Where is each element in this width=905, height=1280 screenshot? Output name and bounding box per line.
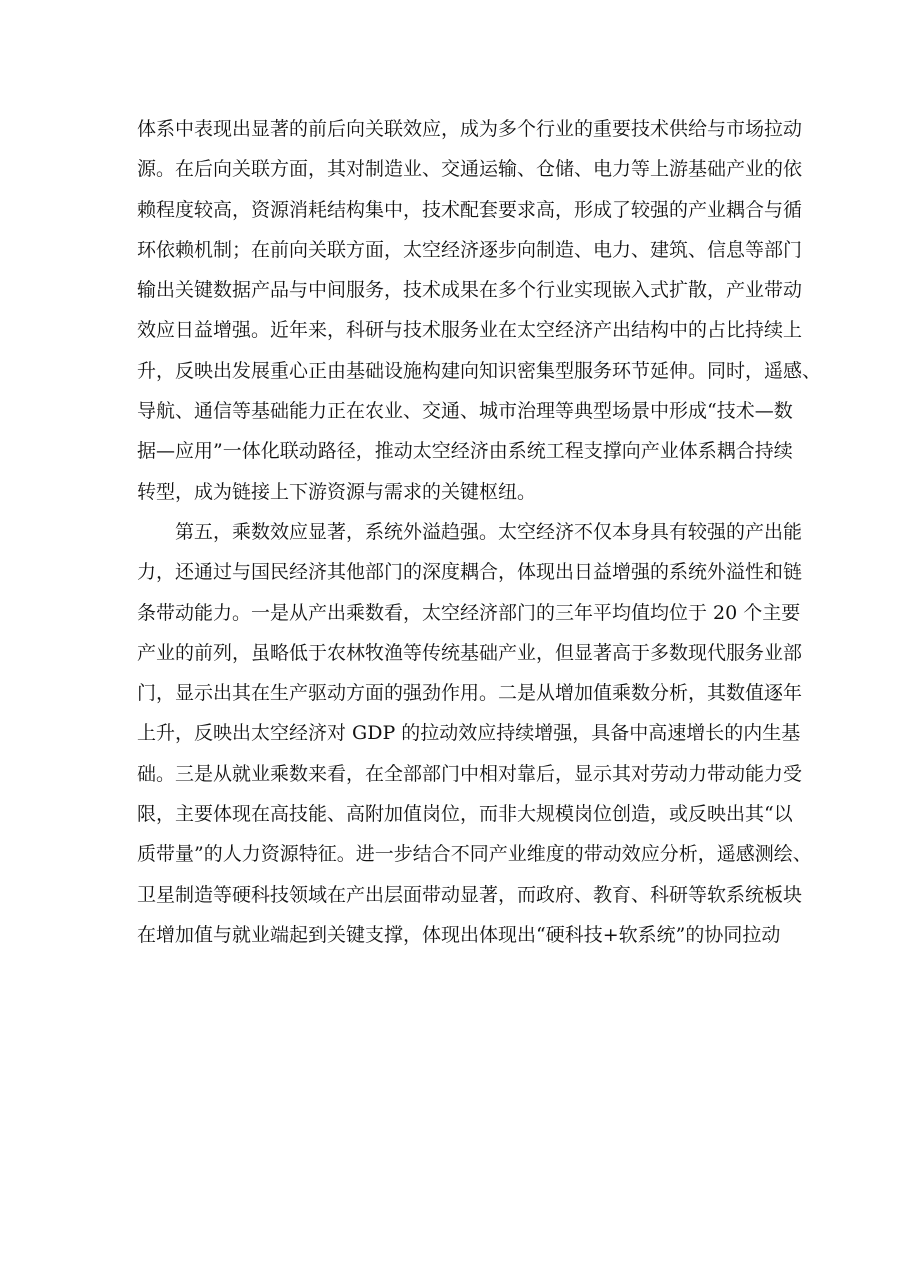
- paragraph-line: 赖程度较高，资源消耗结构集中，技术配套要求高，形成了较强的产业耦合与循: [137, 198, 803, 221]
- paragraph-line: 在增加值与就业端起到关键支撑，体现出体现出“硬科技+软系统”的协同拉动: [137, 923, 781, 946]
- paragraph-line: 转型，成为链接上下游资源与需求的关键枢纽。: [137, 480, 537, 503]
- paragraph-line: 卫星制造等硬科技领域在产出层面带动显著，而政府、教育、科研等软系统板块: [137, 883, 803, 906]
- paragraph-line: 体系中表现出显著的前后向关联效应，成为多个行业的重要技术供给与市场拉动: [137, 118, 803, 140]
- paragraph-line: 础。三是从就业乘数来看，在全部部门中相对靠后，显示其对劳动力带动能力受: [137, 762, 803, 785]
- paragraph-line: 产业的前列，虽略低于农林牧渔等传统基础产业，但显著高于多数现代服务业部: [137, 641, 803, 664]
- paragraph-line: 力，还通过与国民经济其他部门的深度耦合，体现出日益增强的系统外溢性和链: [137, 561, 803, 584]
- paragraph-line: 效应日益增强。近年来，科研与技术服务业在太空经济产出结构中的占比持续上: [137, 319, 803, 342]
- paragraph-line: 限，主要体现在高技能、高附加值岗位，而非大规模岗位创造，或反映出其“以: [137, 803, 793, 826]
- paragraph-line: 第五，乘数效应显著，系统外溢趋强。太空经济不仅本身具有较强的产出能: [175, 520, 803, 543]
- paragraph-2: [137, 512, 812, 955]
- paragraph-line: 门，显示出其在生产驱动方面的强劲作用。二是从增加值乘数分析，其数值逐年: [137, 682, 803, 705]
- body-text: [137, 109, 822, 955]
- paragraph-line: 输出关键数据产品与中间服务，技术成果在多个行业实现嵌入式扩散，产业带动: [137, 279, 803, 302]
- paragraph-line: 条带动能力。一是从产出乘数看，太空经济部门的三年平均值均位于 20 个主要: [137, 601, 801, 624]
- paragraph-line: 上升，反映出太空经济对 GDP 的拉动效应持续增强，具备中高速增长的内生基: [137, 722, 801, 745]
- paragraph-line: 据—应用”一体化联动路径，推动太空经济由系统工程支撑向产业体系耦合持续: [137, 440, 793, 463]
- paragraph-line: 升，反映出发展重心正由基础设施构建向知识密集型服务环节延伸。同时，遥感、: [137, 359, 822, 382]
- paragraph-line: 导航、通信等基础能力正在农业、交通、城市治理等典型场景中形成“技术—数: [137, 400, 793, 423]
- paragraph-line: 质带量”的人力资源特征。进一步结合不同产业维度的带动效应分析，遥感测绘、: [137, 843, 812, 866]
- paragraph-line: 源。在后向关联方面，其对制造业、交通运输、仓储、电力等上游基础产业的依: [137, 158, 803, 181]
- paragraph-line: 环依赖机制；在前向关联方面，太空经济逐步向制造、电力、建筑、信息等部门: [137, 238, 803, 261]
- paragraph-1: [137, 109, 822, 512]
